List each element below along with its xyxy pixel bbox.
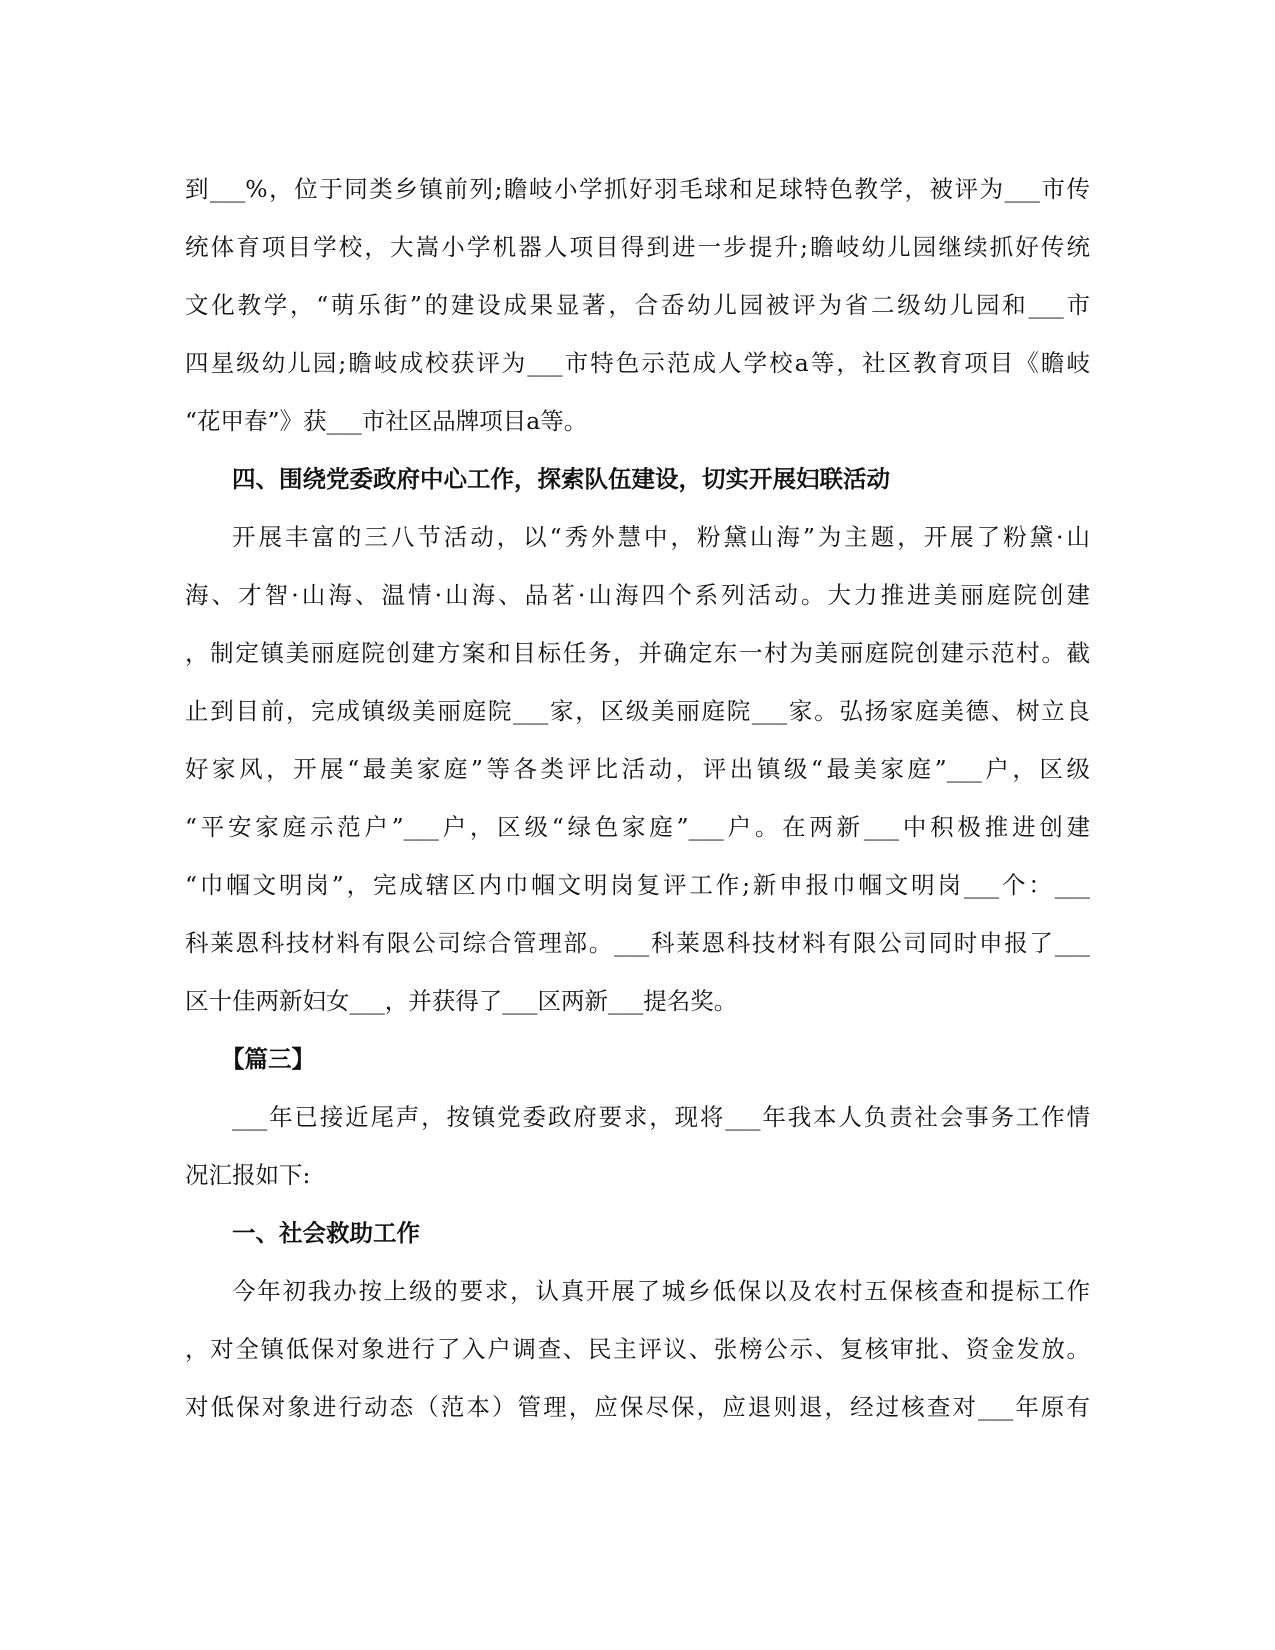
section-heading-women-federation: 四、围绕党委政府中心工作，探索队伍建设，切实开展妇联活动 [232,465,890,493]
text-line: “花甲春”》获___市社区品牌项目a等。 [185,407,588,435]
text-line: “巾帼文明岗”，完成辖区内巾帼文明岗复评工作;新申报巾帼文明岗___个：___ [185,871,1090,899]
text-line: 区十佳两新妇女___，并获得了___区两新___提名奖。 [185,987,738,1015]
text-line: 统体育项目学校，大嵩小学机器人项目得到进一步提升;瞻岐幼儿园继续抓好传统 [185,233,1090,261]
text-line: “平安家庭示范户”___户，区级“绿色家庭”___户。在两新___中积极推进创建 [185,813,1090,841]
text-line: ，对全镇低保对象进行了入户调查、民主评议、张榜公示、复核审批、资金发放。 [185,1335,1090,1363]
text-line: ___年已接近尾声，按镇党委政府要求，现将___年我本人负责社会事务工作情 [232,1103,1090,1131]
part-title: 【篇三】 [221,1045,315,1073]
text-line: ，制定镇美丽庭院创建方案和目标任务，并确定东一村为美丽庭院创建示范村。截 [185,639,1090,667]
text-line: 止到目前，完成镇级美丽庭院___家，区级美丽庭院___家。弘扬家庭美德、树立良 [185,697,1090,725]
paragraph-intro [185,1088,1090,1204]
text-line: 开展丰富的三八节活动，以“秀外慧中，粉黛山海”为主题，开展了粉黛·山 [232,523,1090,551]
paragraph-women-federation [185,508,1090,1030]
text-line: 对低保对象进行动态（范本）管理，应保尽保，应退则退，经过核查对___年原有 [185,1393,1090,1421]
paragraph-social-assistance [185,1262,1090,1436]
paragraph-education-continued [185,160,1090,450]
document-body [185,160,1090,1436]
text-line: 四星级幼儿园;瞻岐成校获评为___市特色示范成人学校a等，社区教育项目《瞻岐 [185,349,1090,377]
text-line: 今年初我办按上级的要求，认真开展了城乡低保以及农村五保核查和提标工作 [232,1277,1090,1305]
text-line: 好家风，开展“最美家庭”等各类评比活动，评出镇级“最美家庭”___户，区级 [185,755,1090,783]
text-line: 况汇报如下: [185,1161,311,1189]
text-line: 文化教学，“萌乐街”的建设成果显著，合岙幼儿园被评为省二级幼儿园和___市 [185,291,1090,319]
text-line: 科莱恩科技材料有限公司综合管理部。___科莱恩科技材料有限公司同时申报了___ [185,929,1090,957]
text-line: 到___%，位于同类乡镇前列;瞻岐小学抓好羽毛球和足球特色教学，被评为___市传 [185,175,1090,203]
section-heading-social-assistance: 一、社会救助工作 [232,1219,420,1247]
text-line: 海、才智·山海、温情·山海、品茗·山海四个系列活动。大力推进美丽庭院创建 [185,581,1090,609]
